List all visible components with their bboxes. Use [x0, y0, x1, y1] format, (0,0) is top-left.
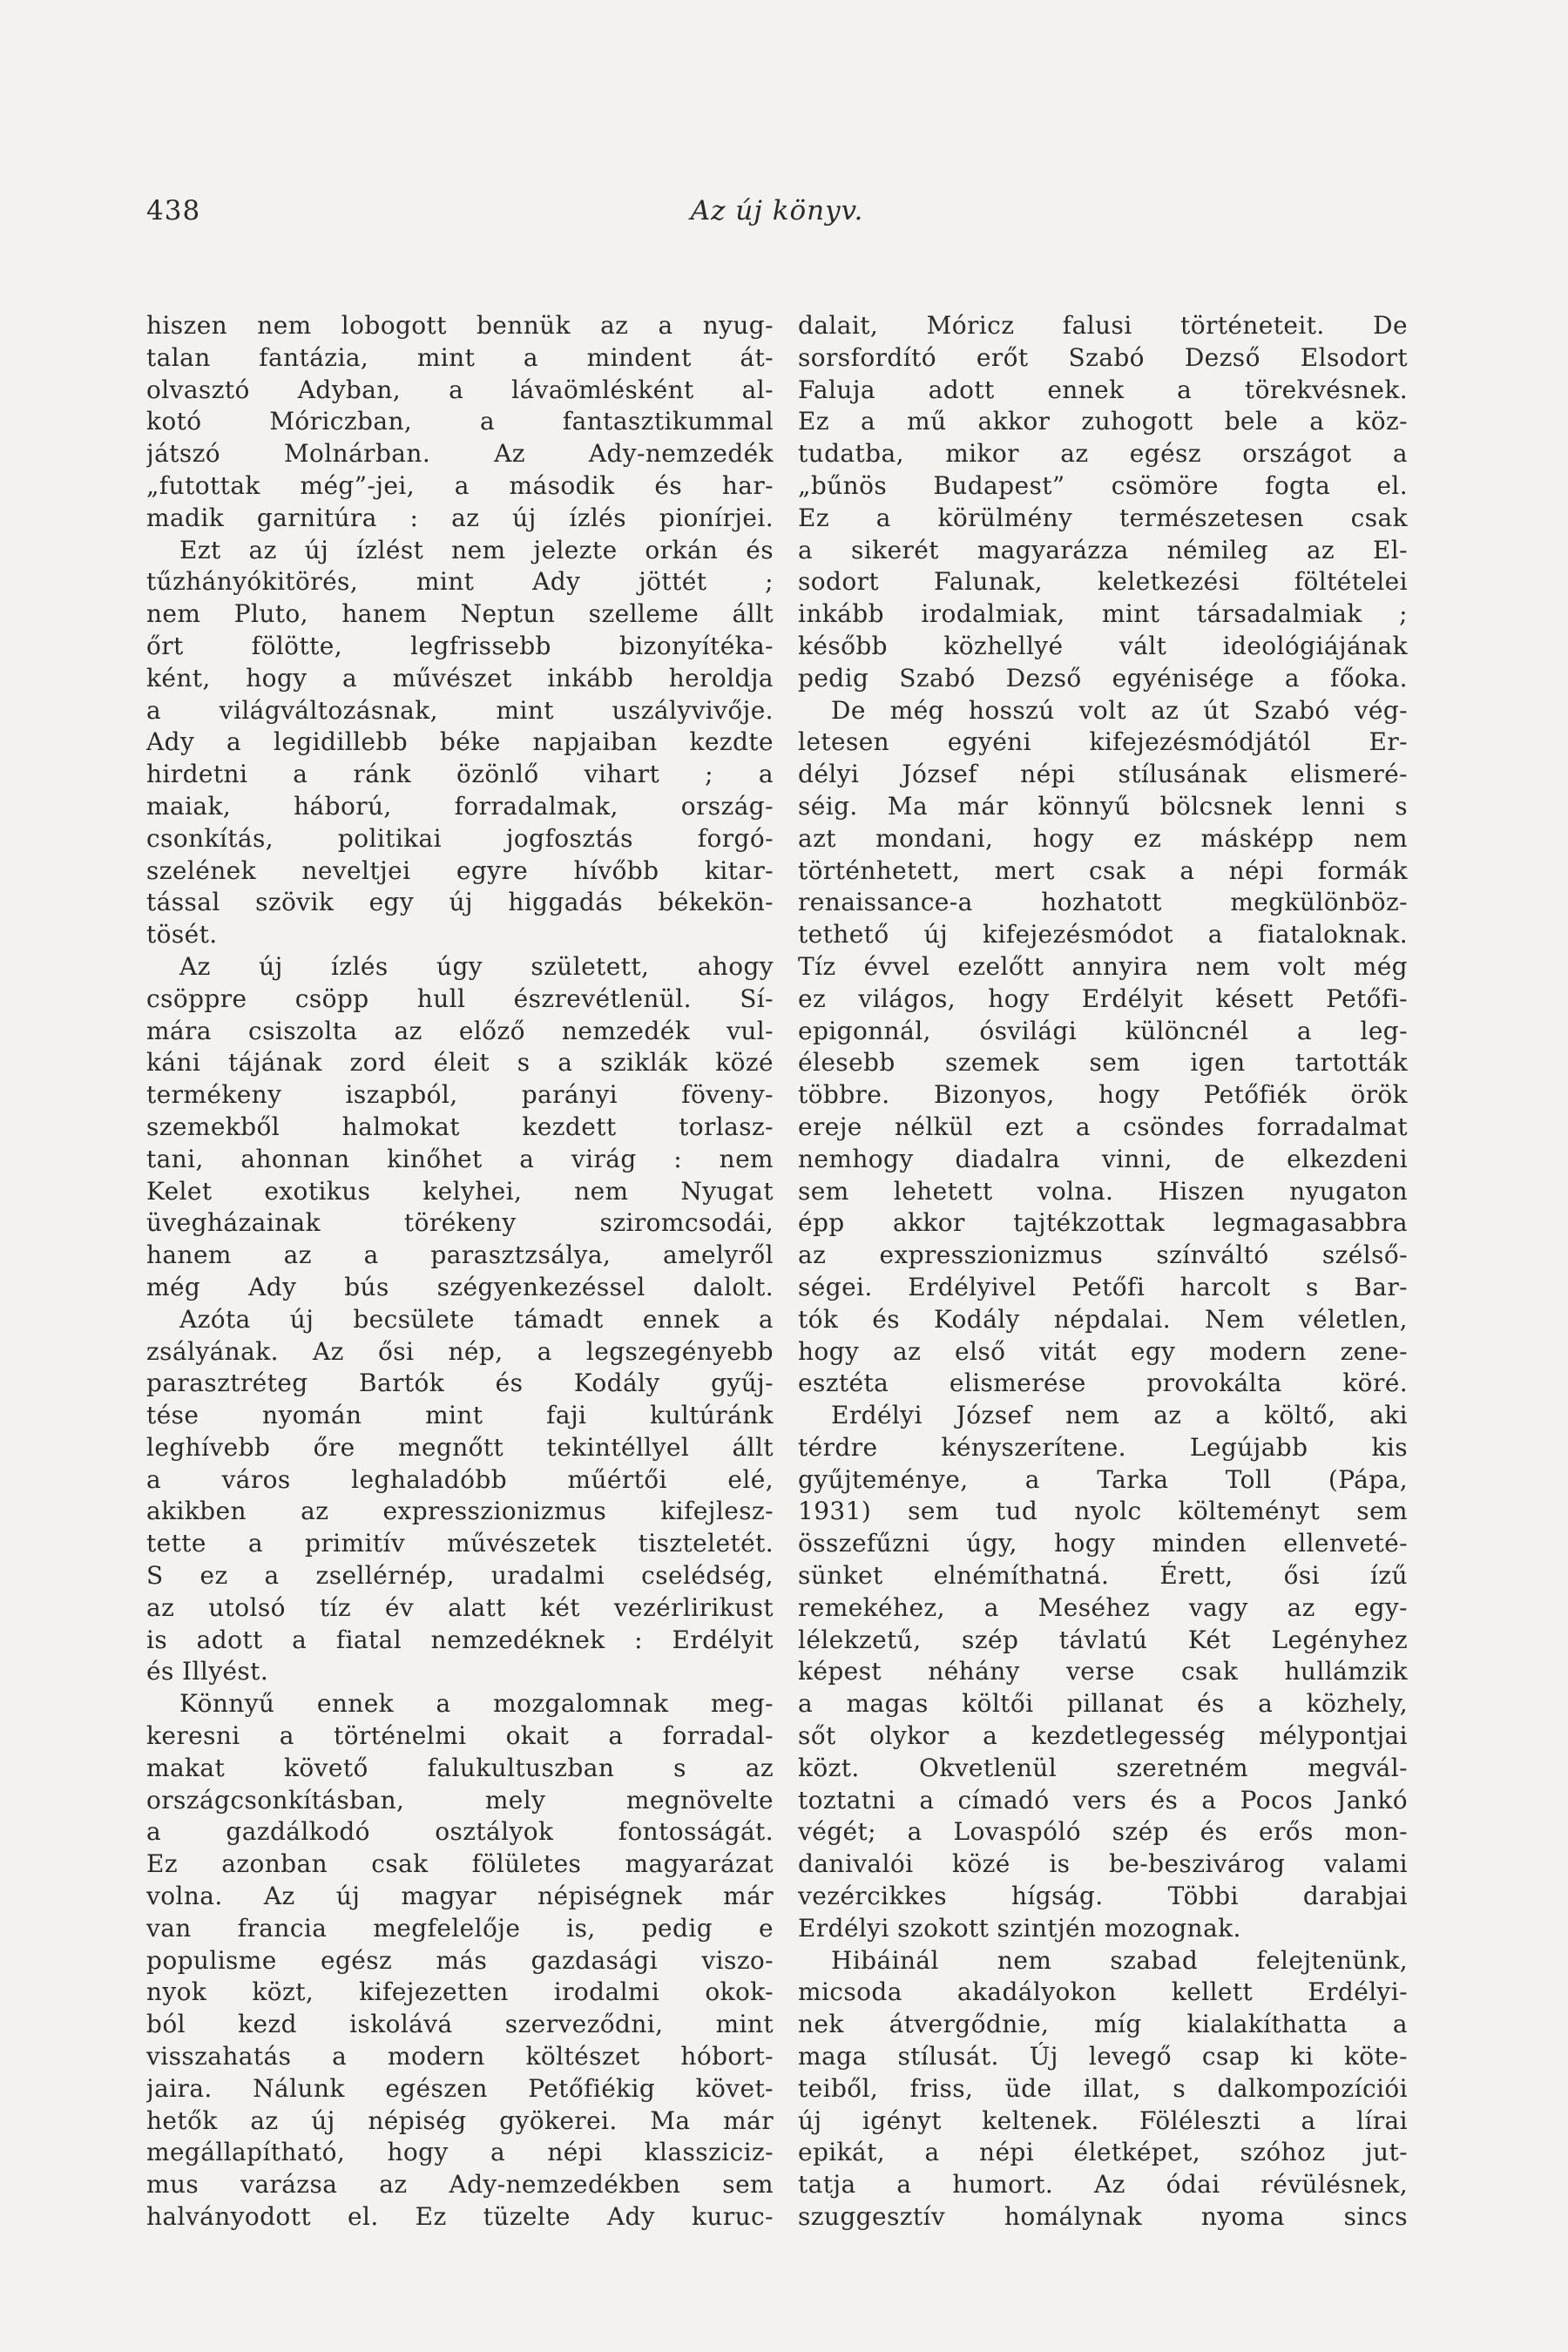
- text-line: olvasztó Adyban, a lávaömlésként al-: [146, 375, 774, 404]
- text-line: termékeny iszapból, parányi föveny-: [146, 1080, 774, 1110]
- text-line: „futottak még”-jei, a második és har-: [146, 470, 774, 500]
- text-line: volna. Az új magyar népiségnek már: [146, 1882, 774, 1911]
- text-line: De még hosszú volt az út Szabó vég-: [831, 695, 1408, 725]
- text-line: halványodott el. Ez tüzelte Ady kuruc-: [146, 2202, 774, 2232]
- text-line: madik garnitúra : az új ízlés pionírjei.: [146, 503, 774, 532]
- text-line: hogy az első vitát egy modern zene-: [798, 1336, 1408, 1366]
- text-line: lélekzetű, szép távlatú Két Legényhez: [798, 1625, 1408, 1654]
- page-number: 438: [146, 195, 201, 226]
- text-line: Ezt az új ízlést nem jelezte orkán és: [179, 535, 774, 564]
- text-line: hiszen nem lobogott bennük az a nyug-: [146, 311, 774, 340]
- text-line: hetők az új népiség gyökerei. Ma már: [146, 2105, 774, 2135]
- text-line: délyi József népi stílusának elismeré-: [798, 760, 1408, 789]
- text-line: nemhogy diadalra vinni, de elkezdeni: [798, 1144, 1408, 1173]
- text-line: közt. Okvetlenül szeretném megvál-: [798, 1753, 1408, 1782]
- text-line: esztéta elismerése provokálta köré.: [798, 1369, 1408, 1398]
- text-line: a gazdálkodó osztályok fontosságát.: [146, 1817, 774, 1847]
- text-line: tösét.: [146, 920, 218, 950]
- text-line: tése nyomán mint faji kultúránk: [146, 1401, 774, 1430]
- text-line: tatja a humort. Az ódai révülésnek,: [798, 2170, 1408, 2200]
- text-line: 1931) sem tud nyolc költeményt sem: [798, 1497, 1408, 1526]
- page-header: [146, 195, 1408, 240]
- text-line: később közhellyé vált ideológiájának: [798, 631, 1408, 660]
- text-line: ból kezd iskolává szerveződni, mint: [146, 2010, 774, 2039]
- left-text-column: [146, 310, 774, 2234]
- text-line: maiak, háború, forradalmak, ország-: [146, 791, 774, 821]
- text-line: üvegházainak törékeny sziromcsodái,: [146, 1208, 774, 1238]
- text-line: Erdélyi szokott szintjén mozognak.: [798, 1913, 1241, 1943]
- text-line: S ez a zsellérnép, uradalmi cselédség,: [146, 1561, 774, 1591]
- text-line: Könnyű ennek a mozgalomnak meg-: [179, 1689, 774, 1719]
- text-line: populisme egész más gazdasági viszo-: [146, 1945, 774, 1975]
- text-line: letesen egyéni kifejezésmódjától Er-: [798, 727, 1408, 757]
- text-line: zsályának. Az ősi nép, a legszegényebb: [146, 1336, 774, 1366]
- text-line: tette a primitív művészetek tiszteletét.: [146, 1529, 774, 1558]
- text-line: makat követő falukultuszban s az: [146, 1753, 774, 1782]
- text-line: epigonnál, ósvilági különcnél a leg-: [798, 1016, 1408, 1045]
- text-line: jaira. Nálunk egészen Petőfiékig követ-: [146, 2073, 774, 2103]
- text-line: Hibáinál nem szabad felejtenünk,: [831, 1945, 1408, 1975]
- text-line: a világváltozásnak, mint uszályvivője.: [146, 695, 774, 725]
- text-line: képest néhány verse csak hullámzik: [798, 1657, 1408, 1686]
- text-line: pedig Szabó Dezső egyénisége a főoka.: [798, 663, 1408, 693]
- text-line: parasztréteg Bartók és Kodály gyűj-: [146, 1369, 774, 1398]
- text-line: kotó Móriczban, a fantasztikummal: [146, 407, 774, 436]
- text-line: hanem az a parasztzsálya, amelyről: [146, 1240, 774, 1270]
- text-line: dalait, Móricz falusi történeteit. De: [798, 311, 1408, 340]
- text-line: országcsonkításban, mely megnövelte: [146, 1785, 774, 1815]
- text-line: gyűjteménye, a Tarka Toll (Pápa,: [798, 1464, 1408, 1494]
- text-line: Ez a mű akkor zuhogott bele a köz-: [798, 407, 1408, 436]
- text-line: a város leghaladóbb műértői elé,: [146, 1464, 774, 1494]
- text-line: megállapítható, hogy a népi klassziciz-: [146, 2138, 774, 2167]
- text-line: micsoda akadályokon kellett Erdélyi-: [798, 1977, 1408, 2007]
- text-line: Erdélyi József nem az a költő, aki: [831, 1401, 1408, 1430]
- text-line: ez világos, hogy Erdélyit késett Petőfi-: [798, 983, 1408, 1013]
- text-line: szemekből halmokat kezdett torlasz-: [146, 1112, 774, 1141]
- text-line: sorsfordító erőt Szabó Dezső Elsodort: [798, 342, 1408, 372]
- text-line: visszahatás a modern költészet hóbort-: [146, 2042, 774, 2072]
- text-line: még Ady bús szégyenkezéssel dalolt.: [146, 1272, 774, 1301]
- text-line: történhetett, mert csak a népi formák: [798, 855, 1408, 885]
- text-line: ként, hogy a művészet inkább heroldja: [146, 663, 774, 693]
- right-text-column: [798, 310, 1408, 2234]
- text-line: mus varázsa az Ady-nemzedékben sem: [146, 2170, 774, 2200]
- text-line: csöppre csöpp hull észrevétlenül. Sí-: [146, 983, 774, 1013]
- text-line: sem lehetett volna. Hiszen nyugaton: [798, 1176, 1408, 1206]
- text-line: nyok közt, kifejezetten irodalmi okok-: [146, 1977, 774, 2007]
- text-line: Faluja adott ennek a törekvésnek.: [798, 375, 1408, 404]
- text-line: ereje nélkül ezt a csöndes forradalmat: [798, 1112, 1408, 1141]
- text-line: tani, ahonnan kinőhet a virág : nem: [146, 1144, 774, 1173]
- text-line: szuggesztív homálynak nyoma sincs: [798, 2202, 1408, 2232]
- text-line: remekéhez, a Meséhez vagy az egy-: [798, 1592, 1408, 1622]
- text-line: a magas költői pillanat és a közhely,: [798, 1689, 1408, 1719]
- text-line: tűzhányókitörés, mint Ady jöttét ;: [146, 567, 774, 597]
- text-line: Ady a legidillebb béke napjaiban kezdte: [146, 727, 774, 757]
- text-line: keresni a történelmi okait a forradal-: [146, 1721, 774, 1751]
- text-line: Az új ízlés úgy született, ahogy: [179, 951, 774, 981]
- text-line: is adott a fiatal nemzedéknek : Erdélyit: [146, 1625, 774, 1654]
- text-line: epikát, a népi életképet, szóhoz jut-: [798, 2138, 1408, 2167]
- text-line: danivalói közé is be-beszivárog valami: [798, 1849, 1408, 1879]
- text-line: új igényt keltenek. Föléleszti a lírai: [798, 2105, 1408, 2135]
- text-line: csonkítás, politikai jogfosztás forgó-: [146, 823, 774, 853]
- text-line: káni tájának zord éleit s a sziklák közé: [146, 1048, 774, 1078]
- text-line: renaissance-a hozhatott megkülönböz-: [798, 888, 1408, 917]
- text-line: épp akkor tajtékzottak legmagasabbra: [798, 1208, 1408, 1238]
- running-title: Az új könyv.: [690, 195, 864, 226]
- text-line: a sikerét magyarázza némileg az El-: [798, 535, 1408, 564]
- text-line: van francia megfelelője is, pedig e: [146, 1913, 774, 1943]
- text-line: élesebb szemek sem igen tartották: [798, 1048, 1408, 1078]
- text-line: sőt olykor a kezdetlegesség mélypontjai: [798, 1721, 1408, 1751]
- text-line: vezércikkes hígság. Többi darabjai: [798, 1882, 1408, 1911]
- text-line: az expresszionizmus színváltó szélső-: [798, 1240, 1408, 1270]
- text-line: Azóta új becsülete támadt ennek a: [179, 1304, 774, 1334]
- text-line: „bűnös Budapest” csömöre fogta el.: [798, 470, 1408, 500]
- text-line: tók és Kodály népdalai. Nem véletlen,: [798, 1304, 1408, 1334]
- text-line: maga stílusát. Új levegő csap ki köte-: [798, 2042, 1408, 2072]
- text-line: mára csiszolta az előző nemzedék vul-: [146, 1016, 774, 1045]
- text-line: őrt fölötte, legfrissebb bizonyítéka-: [146, 631, 774, 660]
- text-line: Kelet exotikus kelyhei, nem Nyugat: [146, 1176, 774, 1206]
- text-line: szelének neveltjei egyre hívőbb kitar-: [146, 855, 774, 885]
- text-line: Tíz évvel ezelőtt annyira nem volt még: [798, 951, 1408, 981]
- text-line: Ez a körülmény természetesen csak: [798, 503, 1408, 532]
- text-line: talan fantázia, mint a mindent át-: [146, 342, 774, 372]
- text-line: összefűzni úgy, hogy minden ellenveté-: [798, 1529, 1408, 1558]
- text-line: hirdetni a ránk özönlő vihart ; a: [146, 760, 774, 789]
- text-line: Ez azonban csak fölületes magyarázat: [146, 1849, 774, 1879]
- text-line: tudatba, mikor az egész országot a: [798, 439, 1408, 469]
- text-line: játszó Molnárban. Az Ady-nemzedék: [146, 439, 774, 469]
- text-line: sünket elnémíthatná. Érett, ősi ízű: [798, 1561, 1408, 1591]
- text-line: teiből, friss, üde illat, s dalkompozíciói: [798, 2073, 1408, 2103]
- text-line: akikben az expresszionizmus kifejlesz-: [146, 1497, 774, 1526]
- text-line: nek átvergődnie, míg kialakíthatta a: [798, 2010, 1408, 2039]
- text-line: tethető új kifejezésmódot a fiataloknak.: [798, 920, 1408, 950]
- text-line: séig. Ma már könnyű bölcsnek lenni s: [798, 791, 1408, 821]
- text-line: azt mondani, hogy ez másképp nem: [798, 823, 1408, 853]
- text-line: tással szövik egy új higgadás békekön-: [146, 888, 774, 917]
- text-line: végét; a Lovaspóló szép és erős mon-: [798, 1817, 1408, 1847]
- text-line: leghívebb őre megnőtt tekintéllyel állt: [146, 1432, 774, 1462]
- text-line: sodort Falunak, keletkezési föltételei: [798, 567, 1408, 597]
- text-line: és Illyést.: [146, 1657, 269, 1686]
- text-line: többre. Bizonyos, hogy Petőfiék örök: [798, 1080, 1408, 1110]
- text-line: nem Pluto, hanem Neptun szelleme állt: [146, 599, 774, 629]
- text-line: ségei. Erdélyivel Petőfi harcolt s Bar-: [798, 1272, 1408, 1301]
- text-line: az utolsó tíz év alatt két vezérlirikust: [146, 1592, 774, 1622]
- text-line: térdre kényszerítene. Legújabb kis: [798, 1432, 1408, 1462]
- text-line: inkább irodalmiak, mint társadalmiak ;: [798, 599, 1408, 629]
- text-line: toztatni a címadó vers és a Pocos Jankó: [798, 1785, 1408, 1815]
